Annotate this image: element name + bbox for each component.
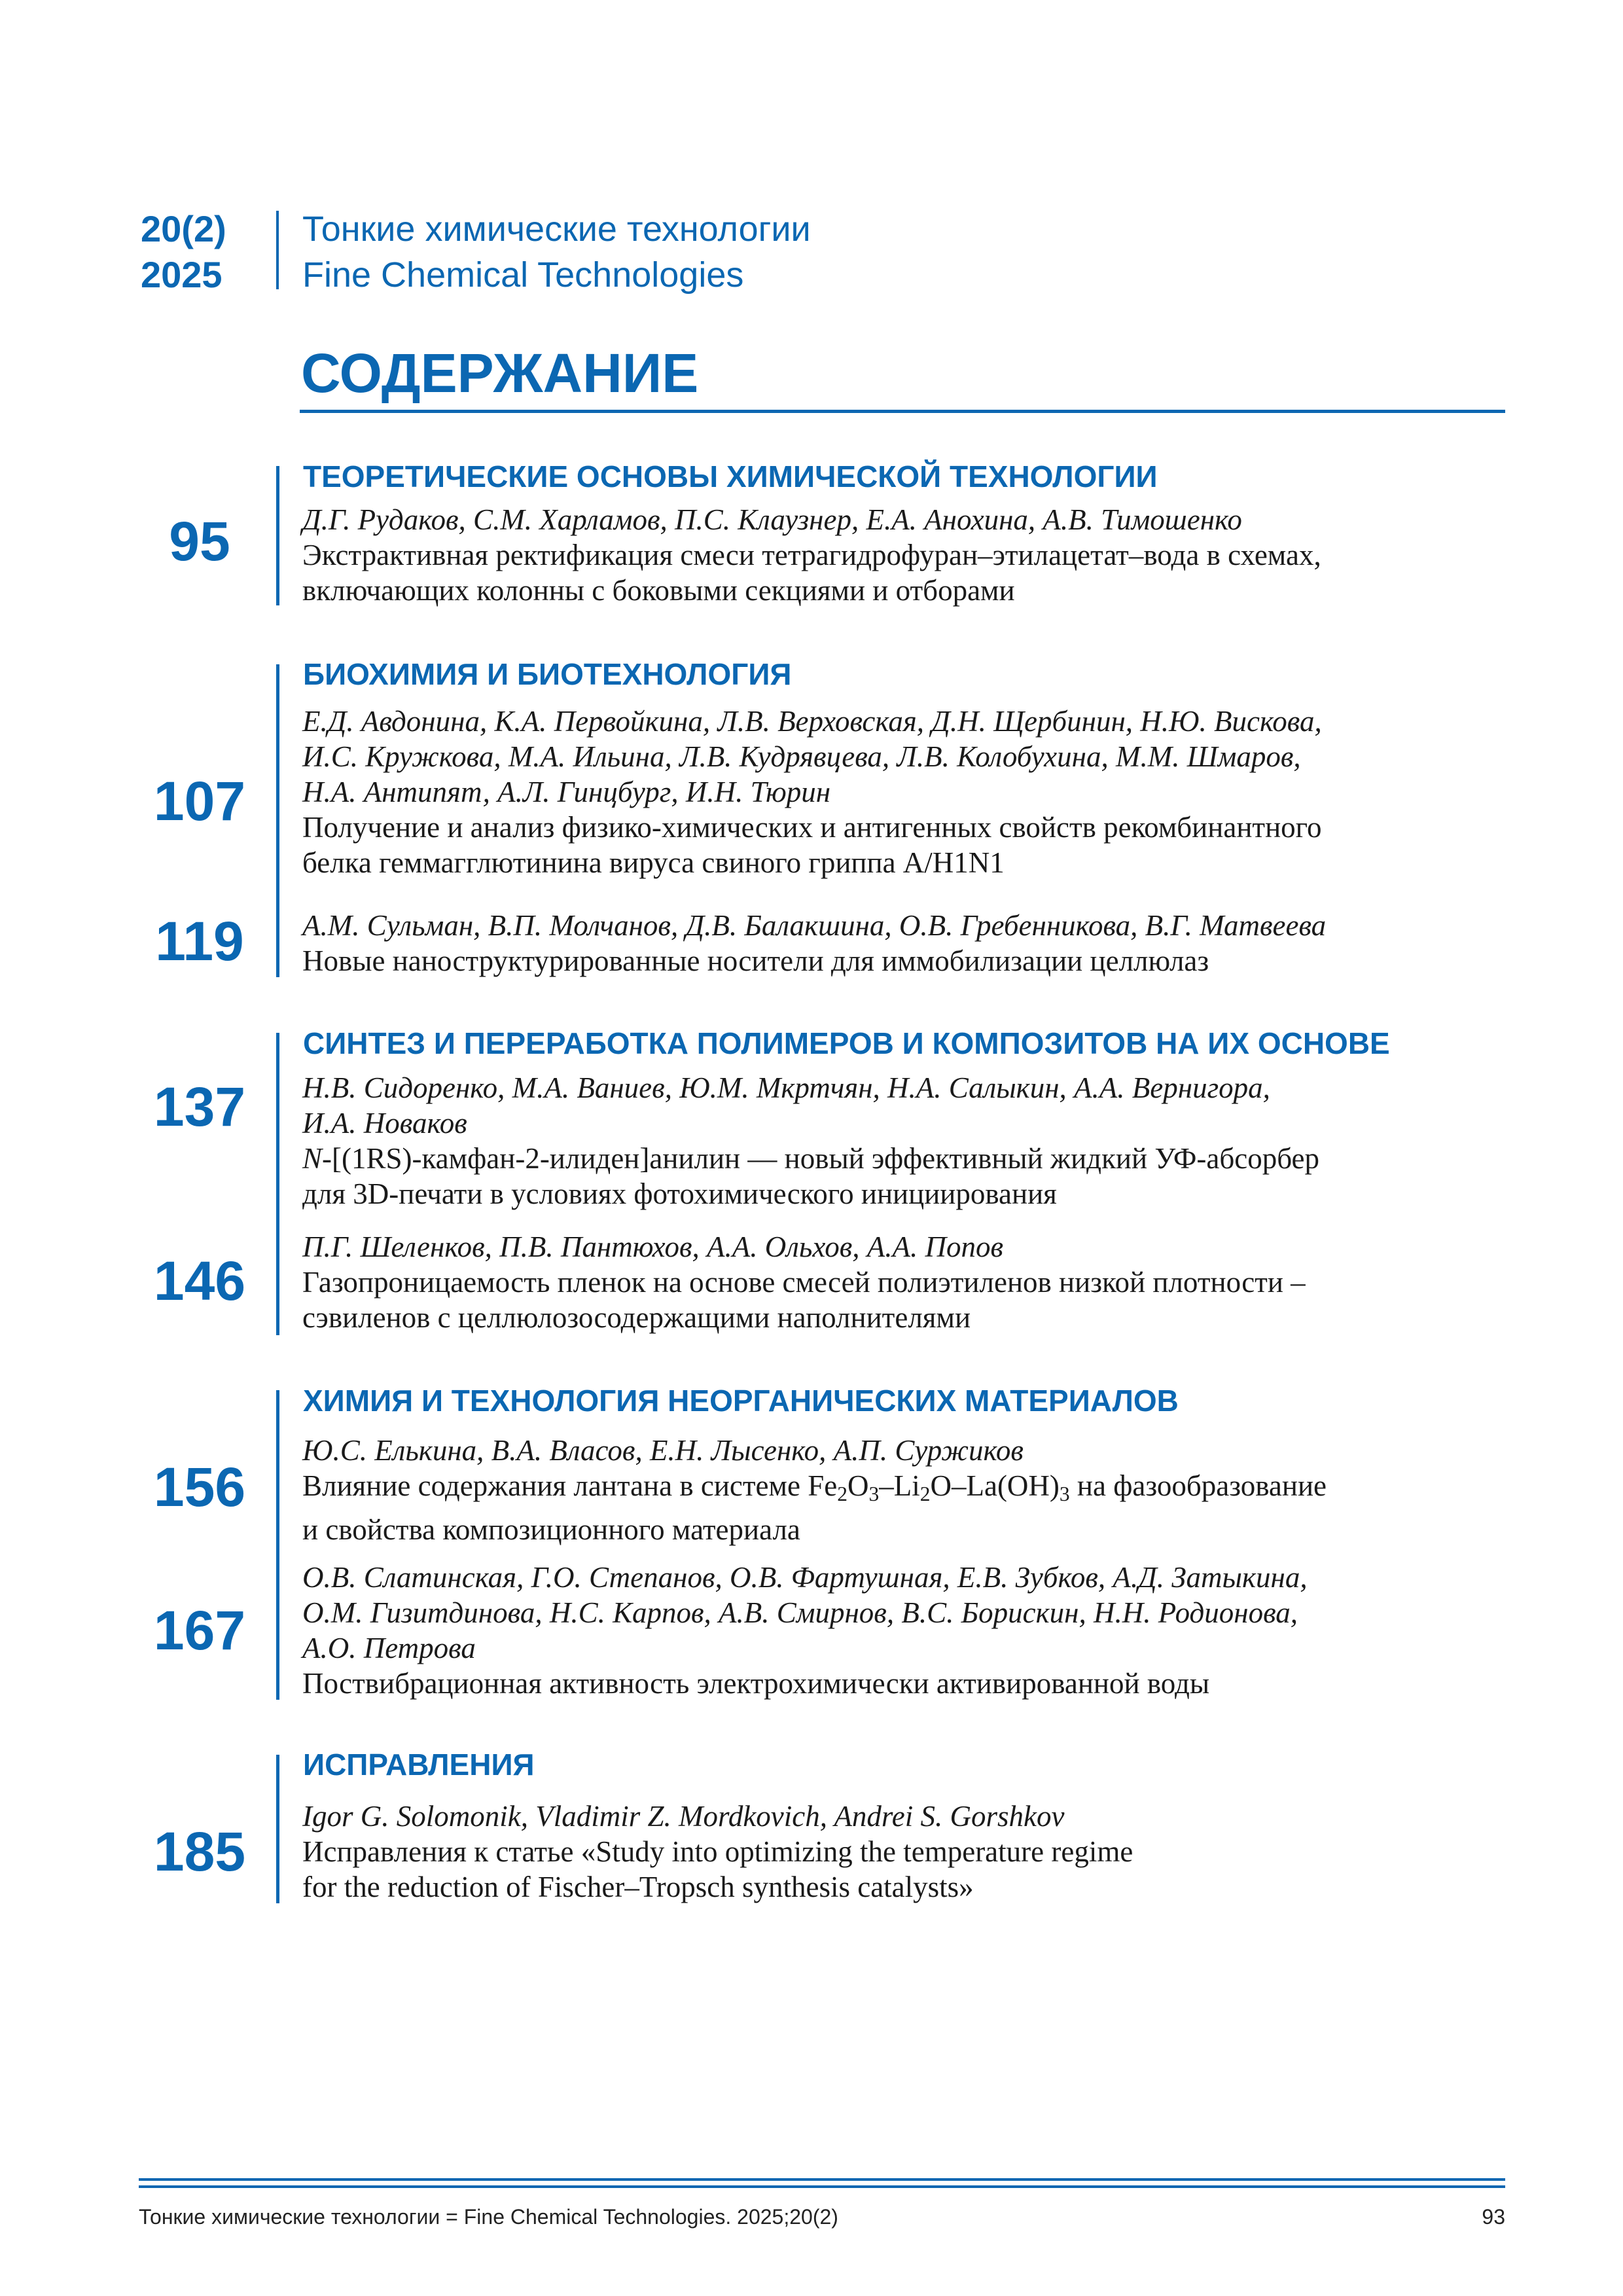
subscript: 3 [1059,1482,1070,1505]
section-heading: ИСПРАВЛЕНИЯ [303,1748,535,1782]
section-heading: ТЕОРЕТИЧЕСКИЕ ОСНОВЫ ХИМИЧЕСКОЙ ТЕХНОЛОГИИ [303,459,1158,493]
subscript: 3 [868,1482,880,1505]
entry-title-line[interactable] [302,1468,1327,1512]
page-number[interactable]: 185 [153,1821,246,1882]
journal-title-en: Fine Chemical Technologies [302,255,744,295]
entry-authors: О.В. Слатинская, Г.О. Степанов, О.В. Фартушная, Е.В. Зубков, А.Д. Затыкина, [302,1561,1308,1594]
section-bar [276,664,279,977]
title-text: Новые наноструктурированные носители для иммобилизации целлюлаз [302,944,1209,977]
title-text: O [847,1469,869,1502]
title-text: Получение и анализ физико-химических и антигенных свойств рекомбинантного [302,811,1322,844]
toc-entry[interactable] [302,704,1322,880]
footer-rule-bottom [139,2185,1505,2188]
title-text: и свойства композиционного материала [302,1513,800,1546]
entry-title-line[interactable] [302,1869,1133,1905]
title-text: –Li [879,1469,920,1502]
header-divider [276,211,279,289]
toc-entry[interactable] [302,1799,1133,1905]
title-text: for the reduction of Fischer–Tropsch synthesis catalysts» [302,1871,974,1903]
title-text: -[(1RS)-камфан-2-илиден]анилин — новый эффективный жидкий УФ-абсорбер [322,1142,1320,1175]
page-number[interactable]: 119 [155,910,244,972]
entry-authors: А.М. Сульман, В.П. Молчанов, Д.В. Балакшина, О.В. Гребенникова, В.Г. Матвеева [302,909,1327,942]
title-text: включающих колонны с боковыми секциями и отборами [302,574,1015,607]
journal-title-ru: Тонкие химические технологии [302,209,811,249]
entry-title-line[interactable] [302,1834,1133,1869]
toc-entry[interactable] [302,908,1326,978]
entry-title-line[interactable] [302,845,1322,880]
section-bar [276,1033,279,1335]
entry-title-line[interactable] [302,943,1326,978]
issue-year: 2025 [141,254,223,295]
title-text: N [302,1142,323,1175]
entry-title-line[interactable] [302,1300,1306,1335]
section-heading: БИОХИМИЯ И БИОТЕХНОЛОГИЯ [303,657,792,691]
entry-title-line[interactable] [302,810,1322,845]
entry-authors: Н.В. Сидоренко, М.А. Ваниев, Ю.М. Мкртчян, Н.А. Салыкин, А.А. Вернигора, [302,1071,1270,1104]
section-heading: СИНТЕЗ И ПЕРЕРАБОТКА ПОЛИМЕРОВ И КОМПОЗИТОВ НА ИХ ОСНОВЕ [303,1026,1390,1060]
entry-authors: Е.Д. Авдонина, К.А. Первойкина, Л.В. Верховская, Д.Н. Щербинин, Н.Ю. Вискова, [302,705,1322,738]
section-bar [276,1755,279,1903]
entry-title-line[interactable] [302,1512,1327,1547]
toc-entry[interactable] [302,1070,1319,1211]
issue-number: 20(2) [141,208,226,249]
title-text: Газопроницаемость пленок на основе смесей полиэтиленов низкой плотности – [302,1266,1306,1299]
page-number[interactable]: 137 [153,1076,246,1138]
entry-authors: И.С. Кружкова, М.А. Ильина, Л.В. Кудрявцева, Л.В. Колобухина, М.М. Шмаров, [302,740,1301,773]
entry-authors: И.А. Новаков [302,1107,467,1139]
page-number[interactable]: 156 [153,1456,246,1518]
footer-rule-top [139,2178,1505,2181]
entry-authors: О.М. Гизитдинова, Н.С. Карпов, А.В. Смирнов, В.С. Борискин, Н.Н. Родионова, [302,1596,1298,1629]
page-number[interactable]: 95 [169,511,230,572]
entry-authors: Н.А. Антипят, А.Л. Гинцбург, И.Н. Тюрин [302,776,831,808]
title-text: Исправления к статье «Study into optimizing the temperature regime [302,1835,1133,1868]
toc-entry[interactable] [302,1229,1306,1335]
entry-authors: А.О. Петрова [302,1632,476,1664]
entry-title-line[interactable] [302,1265,1306,1300]
footer-page-number: 93 [1482,2205,1505,2229]
entry-authors: Д.Г. Рудаков, С.М. Харламов, П.С. Клаузнер, Е.А. Анохина, А.В. Тимошенко [302,503,1242,536]
title-text: Влияние содержания лантана в системе Fe [302,1469,838,1502]
section-heading: ХИМИЯ И ТЕХНОЛОГИЯ НЕОРГАНИЧЕСКИХ МАТЕРИАЛОВ [303,1384,1179,1418]
footer-citation: Тонкие химические технологии = Fine Chemical Technologies. 2025;20(2) [139,2205,838,2229]
title-text: белка геммагглютинина вируса свиного гриппа A/H1N1 [302,846,1005,879]
entry-authors: П.Г. Шеленков, П.В. Пантюхов, А.А. Ольхов, А.А. Попов [302,1230,1003,1263]
entry-title-line[interactable] [302,1666,1308,1701]
toc-entry[interactable] [302,1433,1327,1547]
entry-title-line[interactable] [302,573,1321,608]
title-text: Поствибрационная активность электрохимически активированной воды [302,1667,1210,1700]
page-number[interactable]: 146 [153,1250,246,1312]
toc-entry[interactable] [302,502,1321,608]
title-text: Экстрактивная ректификация смеси тетрагидрофуран–этилацетат–вода в схемах, [302,539,1321,571]
title-underline [300,410,1505,413]
page-title: СОДЕРЖАНИЕ [301,342,699,404]
entry-authors: Ю.С. Елькина, В.А. Власов, Е.Н. Лысенко, А.П. Суржиков [302,1434,1024,1467]
title-text: O–La(OH) [930,1469,1060,1502]
section-bar [276,1390,279,1700]
title-text: сэвиленов с целлюлозосодержащими наполнителями [302,1301,971,1334]
page-number[interactable]: 167 [153,1600,246,1661]
title-text: на фазообразование [1069,1469,1327,1502]
toc-entry[interactable] [302,1560,1308,1701]
subscript: 2 [837,1482,847,1505]
entry-title-line[interactable] [302,1176,1319,1211]
page-number[interactable]: 107 [153,770,246,832]
section-bar [276,466,279,605]
entry-title-line[interactable] [302,1141,1319,1176]
entry-authors: Igor G. Solomonik, Vladimir Z. Mordkovich, Andrei S. Gorshkov [302,1800,1065,1833]
entry-title-line[interactable] [302,537,1321,573]
subscript: 2 [919,1482,931,1505]
title-text: для 3D-печати в условиях фотохимического инициирования [302,1177,1057,1210]
